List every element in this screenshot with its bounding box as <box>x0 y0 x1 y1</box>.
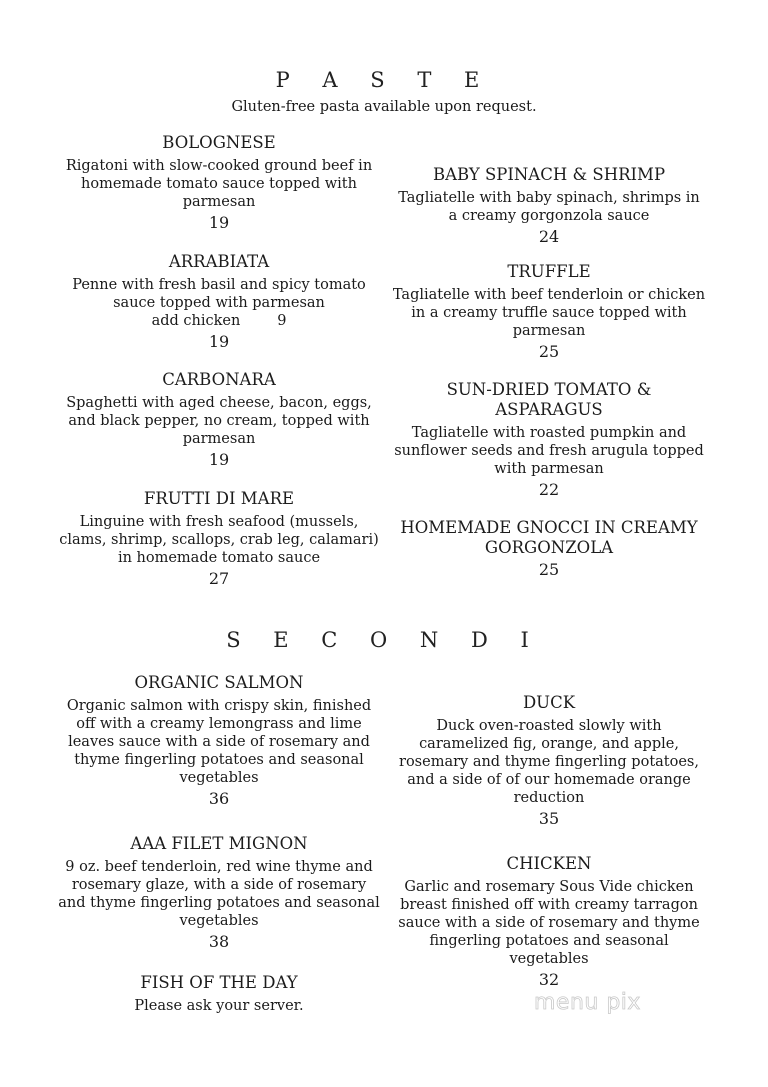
item-price: 22 <box>538 480 560 499</box>
item-name: CARBONARA <box>162 370 276 389</box>
item-description: 9 oz. beef tenderloin, red wine thyme and rosemary glaze, with a side of rosemary and thyme fingerling potatoes and seasonal vegetables <box>58 859 380 929</box>
item-name: AAA FILET MIGNON <box>130 834 308 853</box>
item-addon: add chicken 9 <box>151 313 287 329</box>
item-price: 25 <box>538 342 560 361</box>
item-description: Garlic and rosemary Sous Vide chicken breast finished off with creamy tarragon sauce with a side of rosemary and thyme fingerling potatoes and seasonal vegetables <box>398 879 700 967</box>
menu-item-carbonara <box>58 370 380 470</box>
item-name: FISH OF THE DAY <box>140 973 298 992</box>
item-price: 27 <box>208 569 230 588</box>
menu-item-bolognese <box>58 133 380 233</box>
item-name: ORGANIC SALMON <box>134 673 304 692</box>
item-price: 19 <box>208 332 230 351</box>
item-price: 35 <box>538 809 560 828</box>
item-name: TRUFFLE <box>507 262 591 281</box>
item-description: Tagliatelle with beef tenderloin or chicken in a creamy truffle sauce topped with parmesan <box>392 287 706 339</box>
item-description: Tagliatelle with baby spinach, shrimps in a creamy gorgonzola sauce <box>398 190 700 224</box>
item-description: Duck oven-roasted slowly with caramelized fig, orange, and apple, rosemary and thyme fingerling potatoes, and a side of of our homemade orange reduction <box>399 718 699 806</box>
menu-item-baby-spinach-shrimp <box>392 165 706 247</box>
item-description: Rigatoni with slow-cooked ground beef in homemade tomato sauce topped with parmesan <box>65 158 373 210</box>
item-price: 19 <box>208 213 230 232</box>
menu-item-truffle <box>392 262 706 362</box>
item-name: BOLOGNESE <box>162 133 276 152</box>
item-name: ARRABIATA <box>168 252 270 271</box>
menu-item-arrabiata <box>58 252 380 352</box>
item-description: Tagliatelle with roasted pumpkin and sunflower seeds and fresh arugula topped with parmesan <box>394 425 704 477</box>
item-name: BABY SPINACH & SHRIMP <box>432 165 666 184</box>
item-description: Penne with fresh basil and spicy tomato sauce topped with parmesan <box>72 277 366 311</box>
item-description: Linguine with fresh seafood (mussels, clams, shrimp, scallops, crab leg, calamari) in homemade tomato sauce <box>59 514 379 566</box>
menu-item-aaa-filet-mignon <box>58 834 380 952</box>
item-name: HOMEMADE GNOCCI IN CREAMY GORGONZOLA <box>400 518 698 557</box>
menu-item-organic-salmon <box>58 673 380 809</box>
item-price: 36 <box>208 789 230 808</box>
secondi-title: S E C O N D I <box>226 628 542 652</box>
item-name: CHICKEN <box>506 854 592 873</box>
item-name: SUN-DRIED TOMATO & ASPARAGUS <box>446 380 652 419</box>
menu-item-duck <box>392 693 706 829</box>
item-price: 19 <box>208 450 230 469</box>
item-price: 25 <box>538 560 560 579</box>
menu-item-homemade-gnocci <box>392 518 706 580</box>
paste-subtitle: Gluten-free pasta available upon request. <box>231 99 537 115</box>
menu-item-fish-of-the-day <box>58 973 380 1015</box>
menu-item-chicken <box>392 854 706 990</box>
item-name: DUCK <box>522 693 576 712</box>
item-price: 38 <box>208 932 230 951</box>
item-price: 32 <box>538 970 560 989</box>
item-price: 24 <box>538 227 560 246</box>
item-description: Spaghetti with aged cheese, bacon, eggs, and black pepper, no cream, topped with parmesan <box>66 395 372 447</box>
menu-item-sun-dried-tomato <box>392 380 706 500</box>
item-name: FRUTTI DI MARE <box>143 489 295 508</box>
item-description: Organic salmon with crispy skin, finished off with a creamy lemongrass and lime leaves sauce with a side of rosemary and thyme fingerling potatoes and seasonal vegetables <box>66 698 372 786</box>
item-description: Please ask your server. <box>134 998 304 1014</box>
menu-item-frutti-di-mare <box>58 489 380 589</box>
watermark-logo: menu pix <box>534 990 641 1015</box>
paste-title: P A S T E <box>275 68 493 92</box>
